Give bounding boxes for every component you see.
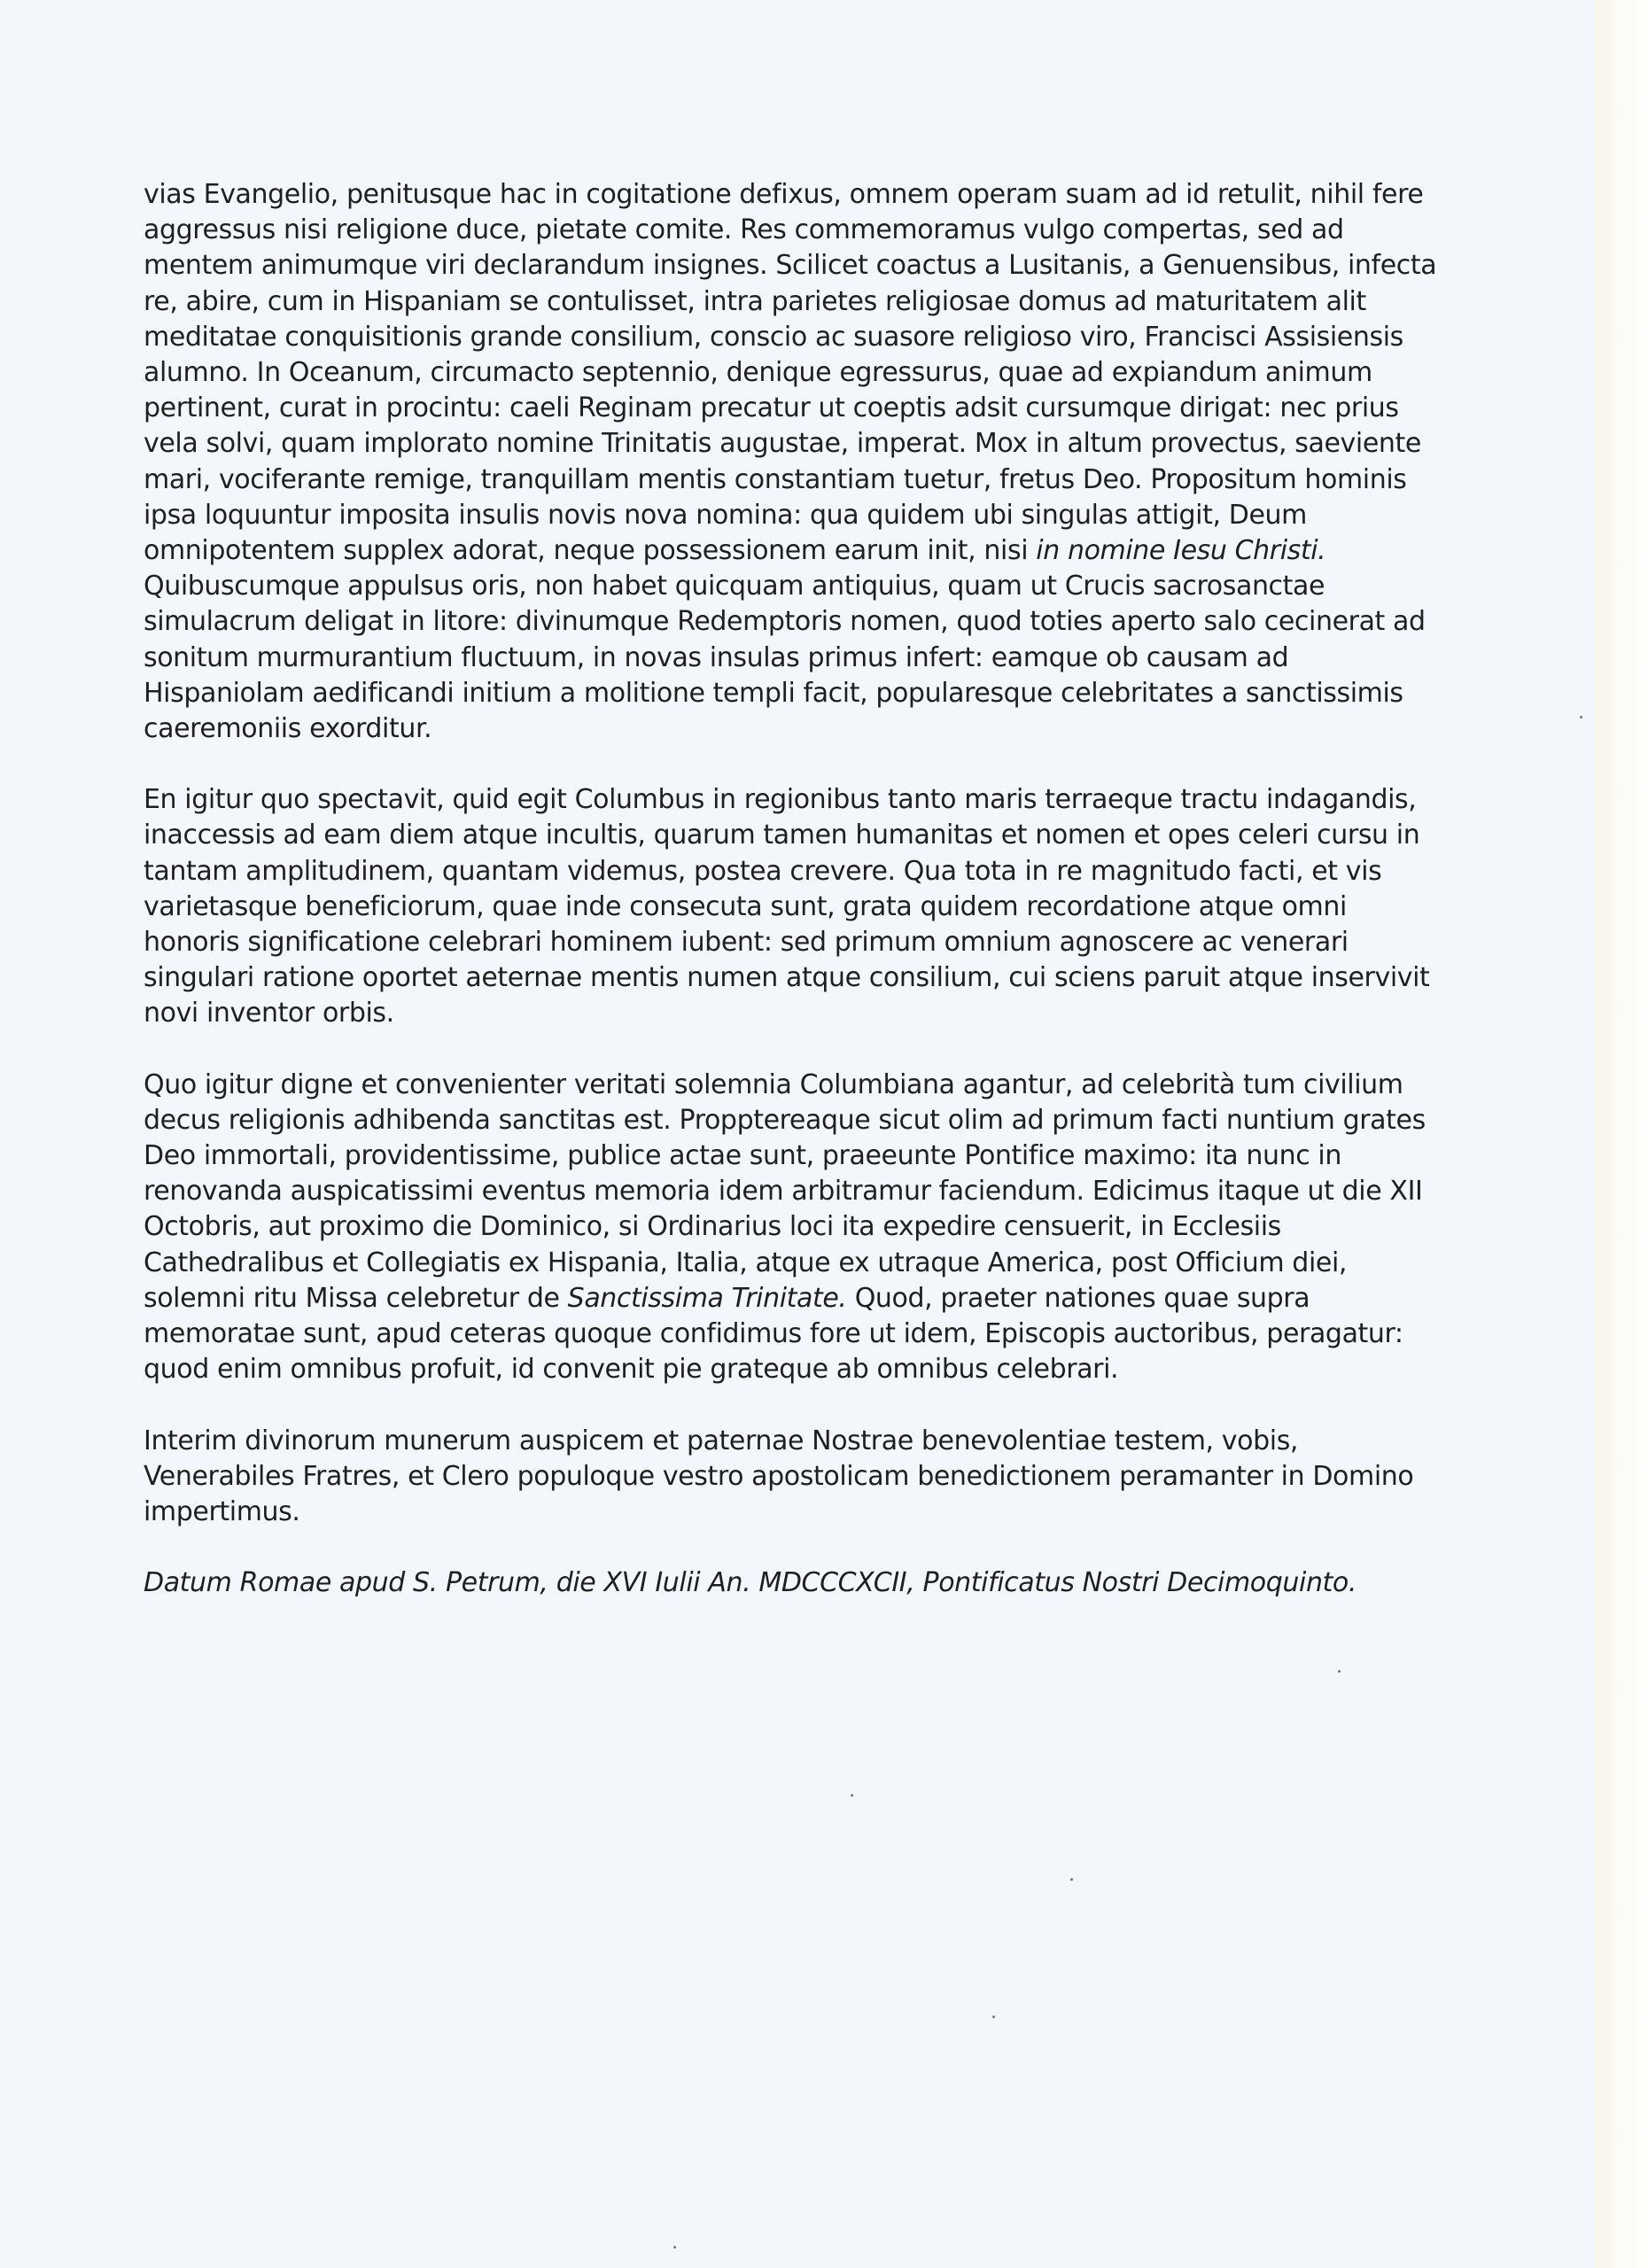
text-run: Quod, praeter nationes quae supra memoratae sunt, apud ceteras quoque confidimus fore ut idem, Episcopis auctoribus, peragatur: quod enim omnibus profuit, id convenit pie grateque ab omnibus celebrari. (144, 1282, 1403, 1386)
scan-speck (673, 2246, 676, 2249)
document-body (144, 177, 1437, 1627)
scan-speck (992, 2016, 995, 2018)
text-run: vias Evangelio, penitusque hac in cogitatione defixus, omnem operam suam ad id retulit, nihil fere aggressus nisi religione duce, pietate comite. Res commemoramus vulgo compertas, sed ad mentem animumque viri declarandum insignes. Scilicet coactus a Lusitanis, a Genuensibus, infecta re, abire, cum in Hispaniam se contulisset, intra parietes religiosae domus ad maturitatem alit meditatae conquisitionis grande consilium, conscio ac suasore religioso viro, Francisci Assisiensis alumno. In Oceanum, circumacto septennio, denique egressurus, quae ad expiandum animum pertinent, curat in procintu: caeli Reginam precatur ut coeptis adsit cursumque dirigat: nec prius vela solvi, quam implorato nomine Trinitatis augustae, imperat. Mox in altum provectus, saeviente mari, vociferante remige, tranquillam mentis constantiam tuetur, fretus Deo. Propositum hominis ipsa loquuntur imposita insulis novis nova nomina: qua quidem ubi singulas attigit, Deum omnipotentem supplex adorat, neque possessionem earum init, nisi (144, 179, 1437, 567)
paper-edge (1595, 0, 1648, 2268)
text-run-italic: in nomine Iesu Christi. (1036, 535, 1326, 567)
scan-speck (1580, 716, 1582, 718)
paragraph-4 (144, 1424, 1437, 1531)
text-run: Quo igitur digne et convenienter veritati solemnia Columbiana agantur, ad celebrità tum civilium decus religionis adhibenda sanctitas est. Propptereaque sicut olim ad primum facti nuntium grates Deo immortali, providentissime, publice actae sunt, praeeunte Pontifice maximo: ita nunc in renovanda auspicatissimi eventus memoria idem arbitramur faciendum. Edicimus itaque ut die XII Octobris, aut proximo die Dominico, si Ordinarius loci ita expedire censuerit, in Ecclesiis Cathedralibus et Collegiatis ex Hispania, Italia, atque ex utraque America, post Officium diei, solemni ritu Missa celebretur de (144, 1068, 1426, 1314)
text-run: En igitur quo spectavit, quid egit Columbus in regionibus tanto maris terraeque tractu indagandis, inaccessis ad eam diem atque incultis, quarum tamen humanitas et nomen et opes celeri cursu in tantam amplitudinem, quantam videmus, postea crevere. Qua tota in re magnitudo facti, et vis varietasque beneficiorum, quae inde consecuta sunt, grata quidem recordatione atque omni honoris significatione celebrari hominem iubent: sed primum omnium agnoscere ac venerari singulari ratione oportet aeternae mentis numen atque consilium, cui sciens paruit atque inservivit novi inventor orbis. (144, 784, 1430, 1029)
text-run-italic: Sanctissima Trinitate. (567, 1282, 847, 1314)
scan-speck (851, 1794, 853, 1797)
paragraph-3 (144, 1068, 1437, 1388)
paragraph-2 (144, 782, 1437, 1031)
closing-line: Datum Romae apud S. Petrum, die XVI Iulii An. MDCCCXCII, Pontificatus Nostri Decimoquinto. (144, 1567, 1357, 1599)
scan-speck (1070, 1878, 1073, 1881)
text-run: Interim divinorum munerum auspicem et paternae Nostrae benevolentiae testem, vobis, Venerabiles Fratres, et Clero populoque vestro apostolicam benedictionem peramanter in Domino impertimus. (144, 1425, 1414, 1527)
paragraph-1 (144, 177, 1437, 747)
text-run: Quibuscumque appulsus oris, non habet quicquam antiquius, quam ut Crucis sacrosanctae simulacrum deligat in litore: divinumque Redemptoris nomen, quod toties aperto salo cecinerat ad sonitum murmurantium fluctuum, in novas insulas primus infert: eamque ob causam ad Hispaniolam aedificandi initium a molitione templi facit, popularesque celebritates a sanctissimis caeremoniis exorditur. (144, 571, 1426, 745)
scan-speck (1338, 1670, 1341, 1673)
